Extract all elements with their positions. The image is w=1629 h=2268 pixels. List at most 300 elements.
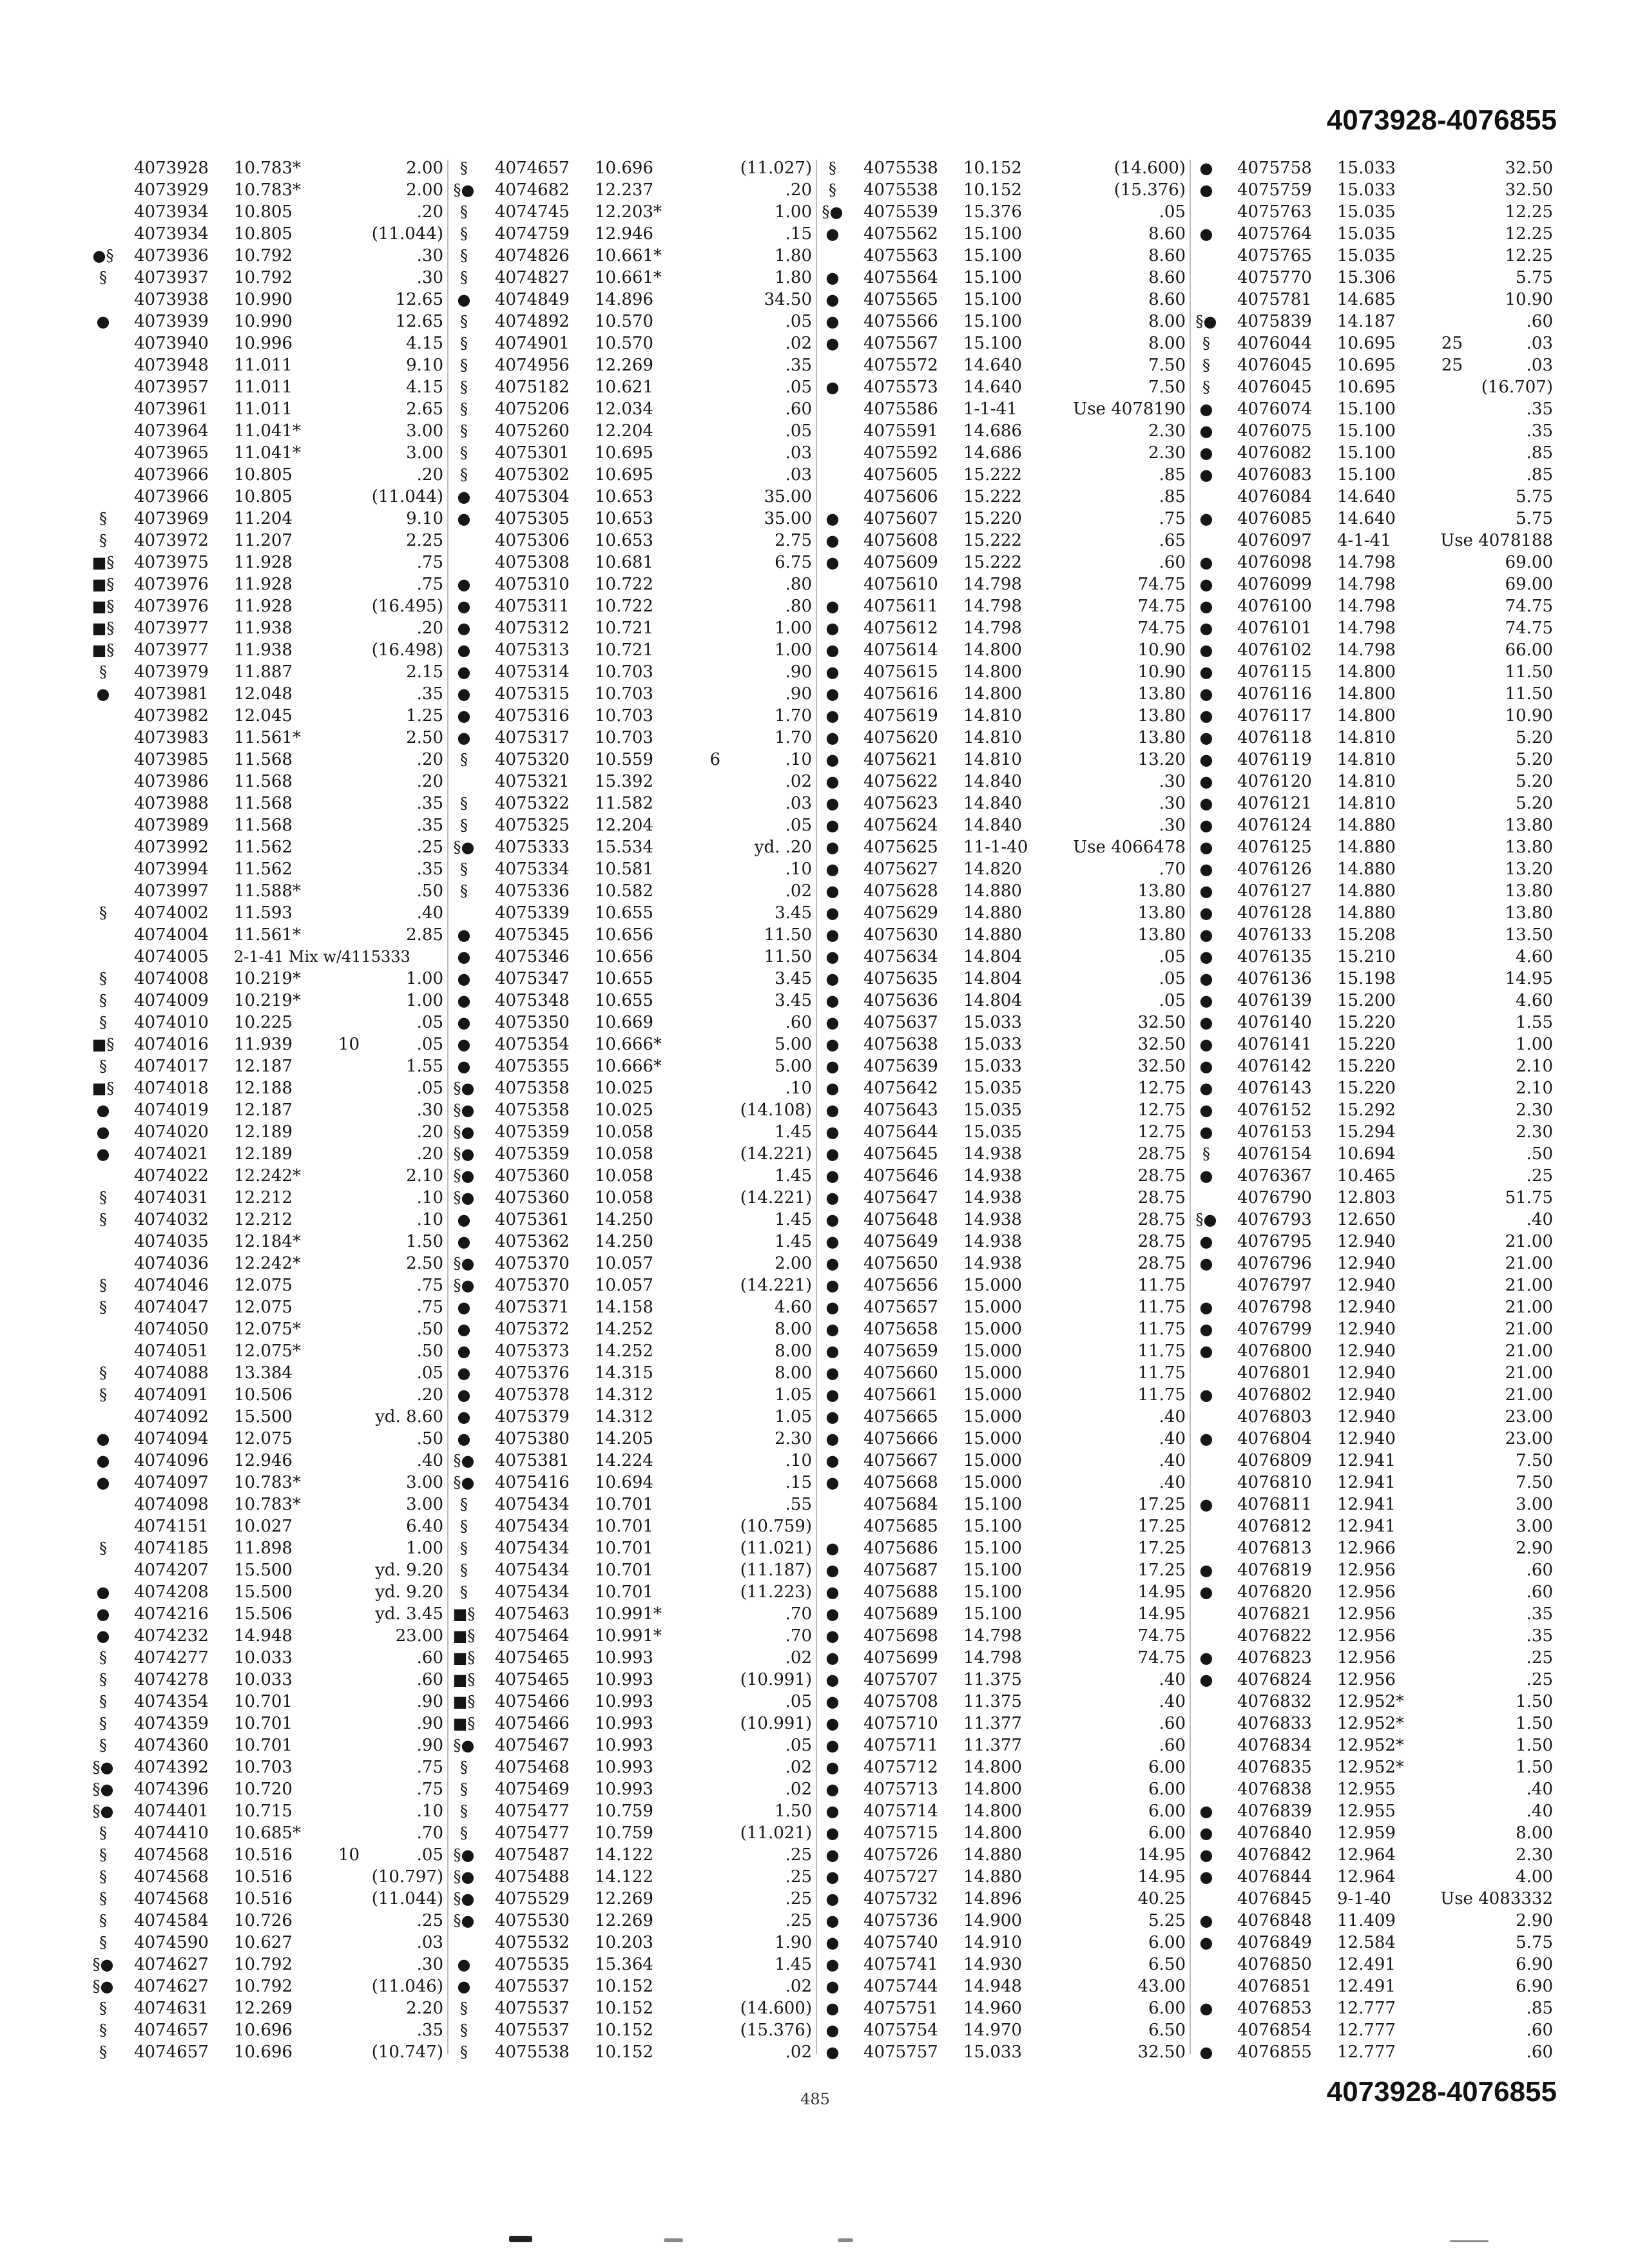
row-part: 4073934 xyxy=(134,224,209,244)
row-marker: ● xyxy=(457,1320,471,1338)
row-part: 4073986 xyxy=(134,772,209,791)
row-part: 4074046 xyxy=(134,1276,209,1295)
row-marker: ● xyxy=(457,1211,471,1229)
row-part: 4076850 xyxy=(1237,1955,1312,1974)
listing-row xyxy=(89,1669,450,1691)
row-price: 8.00 xyxy=(1516,1823,1553,1843)
row-price: 1.80 xyxy=(775,268,812,287)
row-marker: ● xyxy=(825,225,840,243)
row-marker: ● xyxy=(1199,1430,1213,1448)
row-rate: 15.100 xyxy=(963,312,1022,331)
row-price: .20 xyxy=(416,465,443,485)
row-part: 4076810 xyxy=(1237,1473,1312,1492)
row-rate: 10.783* xyxy=(234,1473,301,1492)
listing-row xyxy=(89,1975,450,1997)
listing-row xyxy=(450,1910,818,1932)
row-rate: 14.685 xyxy=(1337,290,1396,309)
row-part: 4076116 xyxy=(1237,684,1312,704)
row-rate: 15.220 xyxy=(1337,1057,1396,1076)
listing-row xyxy=(1192,1581,1559,1603)
row-rate: 15.100 xyxy=(1337,443,1396,463)
row-price: .35 xyxy=(416,794,443,813)
row-marker: ● xyxy=(1199,926,1213,944)
row-price: 43.00 xyxy=(1137,1977,1186,1996)
row-part: 4076799 xyxy=(1237,1320,1312,1339)
listing-row xyxy=(1192,1121,1559,1143)
row-part: 4075607 xyxy=(863,509,938,528)
listing-row xyxy=(1192,1143,1559,1165)
row-rate: 15.220 xyxy=(1337,1013,1396,1032)
row-price: 3.00 xyxy=(406,443,443,463)
row-part: 4074009 xyxy=(134,991,209,1010)
row-rate: 12.034 xyxy=(595,399,653,419)
row-rate: 10.805 xyxy=(234,224,293,244)
row-price: 23.00 xyxy=(1505,1407,1553,1427)
listing-row xyxy=(89,1450,450,1472)
row-price: .40 xyxy=(1159,1670,1186,1689)
listing-row xyxy=(818,1472,1192,1494)
row-part: 4075434 xyxy=(495,1495,570,1514)
row-part: 4076838 xyxy=(1237,1780,1312,1799)
listing-row xyxy=(450,880,818,902)
row-part: 4075360 xyxy=(495,1188,570,1207)
row-part: 4076045 xyxy=(1237,356,1312,375)
row-marker: ● xyxy=(1199,1101,1213,1119)
row-marker: ● xyxy=(96,312,110,331)
row-rate: 15.292 xyxy=(1337,1100,1396,1120)
row-part: 4075713 xyxy=(863,1780,938,1799)
row-marker: ● xyxy=(1199,400,1213,418)
listing-row xyxy=(450,1494,818,1515)
row-marker: ● xyxy=(825,860,840,878)
row-part: 4075668 xyxy=(863,1473,938,1492)
row-price: .65 xyxy=(1159,531,1186,550)
listing-row xyxy=(1192,1318,1559,1340)
row-part: 4075260 xyxy=(495,421,570,441)
row-marker: § xyxy=(99,1715,107,1733)
listing-row xyxy=(450,727,818,749)
row-marker: ● xyxy=(825,1890,840,1908)
row-marker: § xyxy=(99,1386,107,1404)
row-rate: 12.940 xyxy=(1337,1407,1396,1427)
row-rate: 14.840 xyxy=(963,772,1022,791)
row-rate: 14.798 xyxy=(1337,575,1396,594)
row-rate: 12.940 xyxy=(1337,1429,1396,1448)
row-part: 4075757 xyxy=(863,2042,938,2062)
row-part: 4074360 xyxy=(134,1736,209,1755)
row-rate: 10.701 xyxy=(595,1495,653,1514)
row-rate: 10.666* xyxy=(595,1035,662,1054)
row-marker: ● xyxy=(825,1101,840,1119)
row-marker: ● xyxy=(825,663,840,681)
row-rate: 11.568 xyxy=(234,750,293,769)
row-price: 2.90 xyxy=(1516,1911,1553,1930)
row-part: 4076101 xyxy=(1237,619,1312,638)
row-price: .02 xyxy=(785,1780,812,1799)
listing-row xyxy=(89,880,450,902)
row-part: 4075638 xyxy=(863,1035,938,1054)
row-price: .10 xyxy=(785,860,812,879)
row-marker: § xyxy=(99,1934,107,1952)
row-price: .10 xyxy=(416,1802,443,1821)
row-price: .03 xyxy=(785,465,812,485)
listing-row xyxy=(1192,1165,1559,1187)
row-marker: § xyxy=(1202,1145,1210,1163)
listing-row xyxy=(1192,1362,1559,1384)
row-part: 4075316 xyxy=(495,706,570,726)
listing-row xyxy=(450,595,818,617)
row-marker: ● xyxy=(825,1912,840,1930)
row-rate: 15.100 xyxy=(963,1604,1022,1624)
row-rate: 15.210 xyxy=(1337,947,1396,966)
row-part: 4076084 xyxy=(1237,487,1312,506)
row-marker: ● xyxy=(457,707,471,725)
row-rate: 10.465 xyxy=(1337,1166,1396,1186)
listing-row xyxy=(89,1932,450,1954)
row-rate: 12.956 xyxy=(1337,1604,1396,1624)
row-price: .90 xyxy=(416,1714,443,1733)
row-price: .40 xyxy=(1526,1210,1553,1229)
row-price: 1.80 xyxy=(775,246,812,265)
row-marker: ● xyxy=(825,597,840,615)
listing-row xyxy=(1192,990,1559,1012)
row-part: 4075645 xyxy=(863,1144,938,1164)
row-part: 4075605 xyxy=(863,465,938,485)
listing-row xyxy=(89,354,450,376)
listing-row xyxy=(1192,1997,1559,2019)
listing-row xyxy=(450,1143,818,1165)
row-rate: 14.252 xyxy=(595,1320,653,1339)
row-marker: ● xyxy=(457,1298,471,1316)
listing-row xyxy=(450,858,818,880)
row-price: (11.021) xyxy=(740,1539,812,1558)
listing-row xyxy=(450,530,818,552)
row-rate: 14.804 xyxy=(963,969,1022,988)
row-marker: § xyxy=(99,1693,107,1711)
row-rate: 14.686 xyxy=(963,421,1022,441)
row-part: 4075206 xyxy=(495,399,570,419)
row-marker: ■§ xyxy=(452,1693,476,1711)
listing-row xyxy=(450,486,818,508)
row-part: 4075658 xyxy=(863,1320,938,1339)
row-price: (14.600) xyxy=(1113,159,1186,178)
row-part: 4076133 xyxy=(1237,925,1312,945)
listing-row xyxy=(89,661,450,683)
row-price: 40.25 xyxy=(1137,1889,1186,1908)
row-price: 2.30 xyxy=(1516,1122,1553,1142)
row-price: .85 xyxy=(1159,465,1186,485)
row-price: .25 xyxy=(785,1889,812,1908)
row-price: 32.50 xyxy=(1505,180,1553,200)
listing-row xyxy=(450,946,818,968)
listing-row xyxy=(818,1296,1192,1318)
row-part: 4075370 xyxy=(495,1254,570,1273)
row-marker: ● xyxy=(825,1649,840,1667)
row-price: 5.20 xyxy=(1516,794,1553,813)
row-rate: 14.800 xyxy=(963,1780,1022,1799)
row-part: 4073989 xyxy=(134,816,209,835)
listing-row xyxy=(450,1472,818,1494)
row-rate: 14.880 xyxy=(1337,816,1396,835)
row-price: (16.498) xyxy=(371,640,443,660)
listing-row xyxy=(89,1954,450,1975)
row-part: 4074682 xyxy=(495,180,570,200)
row-rate: 10.792 xyxy=(234,268,293,287)
row-marker: ● xyxy=(457,1233,471,1251)
row-marker: ● xyxy=(825,1977,840,1995)
listing-row xyxy=(818,902,1192,924)
listing-row xyxy=(1192,1713,1559,1735)
row-part: 4076124 xyxy=(1237,816,1312,835)
row-marker: ● xyxy=(1199,1495,1213,1514)
listing-row xyxy=(450,267,818,289)
row-part: 4076840 xyxy=(1237,1823,1312,1843)
row-price: 7.50 xyxy=(1516,1451,1553,1470)
row-price: 2.30 xyxy=(1148,443,1186,463)
row-rate: 10.703 xyxy=(595,728,653,747)
row-rate: 15.035 xyxy=(1337,202,1396,222)
row-rate: 15.033 xyxy=(963,1035,1022,1054)
row-marker: ● xyxy=(1199,1123,1213,1141)
row-marker: § xyxy=(99,663,107,681)
row-rate: 11-1-40 xyxy=(963,838,1028,857)
row-rate: 15.500 xyxy=(234,1407,293,1427)
row-price: .35 xyxy=(1526,1604,1553,1624)
listing-row xyxy=(818,727,1192,749)
row-marker: ● xyxy=(1199,619,1213,637)
row-rate: 10.991* xyxy=(595,1626,662,1646)
listing-row xyxy=(450,442,818,464)
row-rate: 12.966 xyxy=(1337,1539,1396,1558)
row-price: 1.55 xyxy=(1516,1013,1553,1032)
row-rate: 4-1-41 xyxy=(1337,531,1391,550)
row-part: 4075538 xyxy=(863,159,938,178)
row-price: (11.021) xyxy=(740,1823,812,1843)
row-part: 4075656 xyxy=(863,1276,938,1295)
listing-row xyxy=(818,442,1192,464)
row-price: 8.00 xyxy=(1148,334,1186,353)
row-price: .60 xyxy=(1526,312,1553,331)
row-price: 14.95 xyxy=(1505,969,1553,988)
row-part: 4075688 xyxy=(863,1582,938,1602)
row-marker: ● xyxy=(1199,1802,1213,1820)
row-part: 4075567 xyxy=(863,334,938,353)
row-marker: § xyxy=(460,882,468,900)
row-rate: 14.686 xyxy=(963,443,1022,463)
row-price: .25 xyxy=(785,1911,812,1930)
row-part: 4076796 xyxy=(1237,1254,1312,1273)
row-price: 1.50 xyxy=(406,1232,443,1251)
row-price: 21.00 xyxy=(1505,1320,1553,1339)
row-rate: 10.805 xyxy=(234,202,293,222)
row-rate: 10.722 xyxy=(595,597,653,616)
row-rate: 10.058 xyxy=(595,1144,653,1164)
row-part: 4075636 xyxy=(863,991,938,1010)
row-part: 4075573 xyxy=(863,378,938,397)
listing-row xyxy=(89,1800,450,1822)
listing-row xyxy=(818,398,1192,420)
row-rate: 10.703 xyxy=(234,1758,293,1777)
row-price: 6.75 xyxy=(775,553,812,572)
row-part: 4075659 xyxy=(863,1341,938,1361)
row-part: 4074354 xyxy=(134,1692,209,1711)
row-price: .05 xyxy=(1159,991,1186,1010)
listing-row xyxy=(818,1954,1192,1975)
listing-row xyxy=(818,1669,1192,1691)
row-price: 13.80 xyxy=(1137,728,1186,747)
row-part: 4075347 xyxy=(495,969,570,988)
row-marker: ● xyxy=(825,1758,840,1776)
row-price: .75 xyxy=(416,1298,443,1317)
row-price: .55 xyxy=(785,1495,812,1514)
row-marker: § xyxy=(460,1539,468,1557)
listing-row xyxy=(818,924,1192,946)
row-price: 6.90 xyxy=(1516,1977,1553,1996)
listing-row xyxy=(450,573,818,595)
row-marker: ● xyxy=(1199,751,1213,769)
listing-row xyxy=(89,1778,450,1800)
row-part: 4075765 xyxy=(1237,246,1312,265)
listing-row xyxy=(450,1866,818,1888)
listing-row xyxy=(450,1187,818,1209)
row-marker: ● xyxy=(825,1956,840,1974)
listing-row xyxy=(89,1713,450,1735)
listing-row xyxy=(818,1515,1192,1537)
row-part: 4075660 xyxy=(863,1363,938,1383)
row-rate: 12.952* xyxy=(1337,1714,1404,1733)
row-part: 4075699 xyxy=(863,1648,938,1667)
row-price: 6.00 xyxy=(1148,1823,1186,1843)
row-price: 32.50 xyxy=(1137,2042,1186,2062)
row-price: .30 xyxy=(1159,772,1186,791)
row-rate: 12.237 xyxy=(595,180,653,200)
row-marker: ● xyxy=(457,575,471,593)
row-price: yd. 8.60 xyxy=(375,1407,443,1427)
row-part: 4075634 xyxy=(863,947,938,966)
row-price: 10.90 xyxy=(1137,662,1186,682)
listing-row xyxy=(818,1340,1192,1362)
row-price: 10.90 xyxy=(1505,290,1553,309)
row-price: 66.00 xyxy=(1505,640,1553,660)
row-marker: §● xyxy=(453,1276,475,1294)
row-marker: §● xyxy=(92,1977,114,1995)
row-marker: ● xyxy=(825,1824,840,1842)
row-part: 4075530 xyxy=(495,1911,570,1930)
listing-row xyxy=(1192,880,1559,902)
row-price: .30 xyxy=(1159,794,1186,813)
listing-row xyxy=(450,1975,818,1997)
row-part: 4075712 xyxy=(863,1758,938,1777)
row-part: 4076823 xyxy=(1237,1648,1312,1667)
row-part: 4073966 xyxy=(134,465,209,485)
row-part: 4076045 xyxy=(1237,378,1312,397)
row-rate: 12.048 xyxy=(234,684,293,704)
row-price: 2.10 xyxy=(1516,1079,1553,1098)
row-rate: 10.516 xyxy=(234,1845,293,1865)
row-price: 2.65 xyxy=(406,399,443,419)
row-marker: ● xyxy=(1199,1912,1213,1930)
row-marker: ● xyxy=(1199,1079,1213,1097)
row-price: 1.00 xyxy=(775,640,812,660)
row-price: 6.00 xyxy=(1148,1999,1186,2018)
listing-row xyxy=(450,1274,818,1296)
row-rate: 15.100 xyxy=(963,334,1022,353)
row-marker: ● xyxy=(825,1364,840,1382)
row-rate: 14.250 xyxy=(595,1210,653,1229)
listing-row xyxy=(89,508,450,530)
row-part: 4076136 xyxy=(1237,969,1312,988)
row-part: 4073939 xyxy=(134,312,209,331)
row-price: 8.00 xyxy=(775,1363,812,1383)
row-price: 32.50 xyxy=(1137,1057,1186,1076)
row-part: 4074745 xyxy=(495,202,570,222)
row-part: 4076804 xyxy=(1237,1429,1312,1448)
row-part: 4075320 xyxy=(495,750,570,769)
row-marker: § xyxy=(99,2021,107,2039)
row-part: 4074627 xyxy=(134,1955,209,1974)
row-rate: 11.562 xyxy=(234,860,293,879)
row-rate: 15.035 xyxy=(963,1100,1022,1120)
listing-column-3 xyxy=(818,157,1192,2064)
row-price: 5.75 xyxy=(1516,487,1553,506)
listing-row xyxy=(450,924,818,946)
row-rate: 10.653 xyxy=(595,531,653,550)
row-marker: ■§ xyxy=(92,575,115,593)
row-part: 4076115 xyxy=(1237,662,1312,682)
row-price: .20 xyxy=(416,750,443,769)
row-part: 4074396 xyxy=(134,1780,209,1799)
row-rate: 14.938 xyxy=(963,1254,1022,1273)
row-price: .30 xyxy=(416,1100,443,1120)
row-price: 13.50 xyxy=(1505,925,1553,945)
row-price: .10 xyxy=(785,1079,812,1098)
row-part: 4075464 xyxy=(495,1626,570,1646)
row-price: .05 xyxy=(785,1736,812,1755)
row-rate: 10.993 xyxy=(595,1714,653,1733)
row-rate: 15.000 xyxy=(963,1276,1022,1295)
row-rate: 15.000 xyxy=(963,1298,1022,1317)
row-marker: ● xyxy=(457,685,471,703)
row-rate: 15.534 xyxy=(595,838,653,857)
row-price: .15 xyxy=(785,1473,812,1492)
listing-row xyxy=(89,464,450,486)
row-price: .05 xyxy=(785,1692,812,1711)
row-rate: 14.880 xyxy=(1337,881,1396,901)
listing-row xyxy=(818,1450,1192,1472)
listing-row xyxy=(89,1515,450,1537)
row-marker: ● xyxy=(1199,575,1213,593)
listing-row xyxy=(1192,968,1559,990)
listing-row xyxy=(1192,1625,1559,1647)
row-rate: 14.798 xyxy=(1337,553,1396,572)
row-rate: 10.627 xyxy=(234,1933,293,1952)
row-price: 1.50 xyxy=(1516,1736,1553,1755)
row-part: 4075434 xyxy=(495,1517,570,1536)
row-rate: 14.800 xyxy=(963,1802,1022,1821)
row-part: 4075355 xyxy=(495,1057,570,1076)
row-rate: 10.219* xyxy=(234,991,301,1010)
row-marker: §● xyxy=(453,181,475,199)
listing-row xyxy=(818,749,1192,771)
row-marker: ● xyxy=(825,882,840,900)
row-marker: ● xyxy=(1199,1561,1213,1579)
row-price: (14.108) xyxy=(740,1100,812,1120)
listing-row xyxy=(89,1910,450,1932)
row-part: 4075487 xyxy=(495,1845,570,1865)
row-rate: 15.000 xyxy=(963,1385,1022,1405)
listing-row xyxy=(450,1231,818,1253)
row-rate: 11.561* xyxy=(234,925,301,945)
